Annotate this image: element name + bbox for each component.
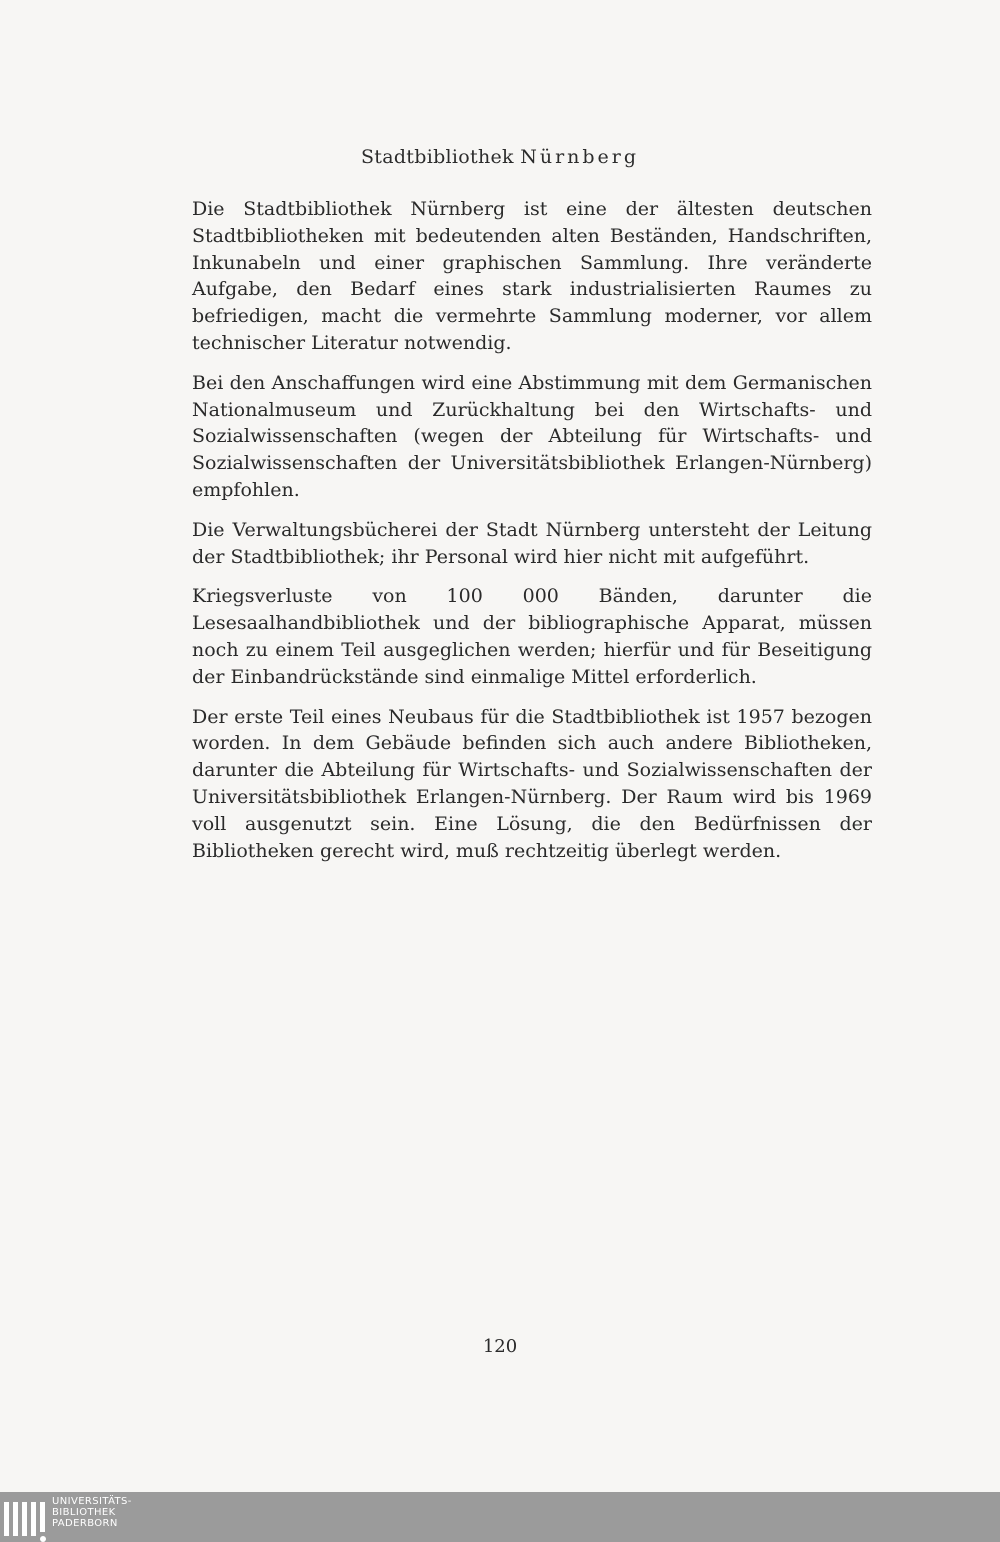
logo-bars-icon (2, 1494, 52, 1540)
paragraph: Kriegsverluste von 100 000 Bänden, darunter die Lesesaalhandbibliothek und der bibliographische Apparat, müssen noch zu einem Teil ausgeglichen werden; hierfür und für Beseitigung der Einbandrückstände sind einmalige Mittel erforderlich. (192, 585, 872, 688)
body-text (192, 196, 872, 877)
logo-line: BIBLIOTHEK (52, 1507, 116, 1518)
logo-line: PADERBORN (52, 1518, 118, 1529)
logo-line: UNIVERSITÄTS- (52, 1496, 132, 1507)
paragraph: Die Verwaltungsbücherei der Stadt Nürnberg untersteht der Leitung der Stadtbibliothek; ihr Personal wird hier nicht mit aufgeführt. (192, 518, 872, 568)
page-number: 120 (482, 1336, 518, 1357)
logo-text (52, 1496, 132, 1529)
paragraph: Der erste Teil eines Neubaus für die Stadtbibliothek ist 1957 bezogen worden. In dem Gebäude befinden sich auch andere Bibliotheken, darunter die Abteilung für Wirtschafts- und Sozialwissenschaften der Universitätsbibliothek Erlangen-Nürnberg. Der Raum wird bis 1969 voll ausgenutzt sein. Eine Lösung, die den Bedürfnissen der Bibliotheken gerecht wird, muß rechtzeitig überlegt werden. (192, 705, 872, 862)
footer-bar (0, 1492, 1000, 1542)
page-title (0, 146, 1000, 168)
paragraph: Die Stadtbibliothek Nürnberg ist eine der ältesten deutschen Stadtbibliotheken mit bedeutenden alten Beständen, Handschriften, Inkunabeln und einer graphischen Sammlung. Ihre veränderte Aufgabe, den Bedarf eines stark industrialisierten Raumes zu befriedigen, macht die vermehrte Sammlung moderner, vor allem technischer Literatur notwendig. (192, 198, 872, 354)
title-city: Nürnberg (520, 146, 640, 168)
library-logo (0, 1492, 132, 1542)
title-main: Stadtbibliothek (360, 146, 514, 168)
paragraph: Bei den Anschaffungen wird eine Abstimmung mit dem Germanischen Nationalmuseum und Zurückhaltung bei den Wirtschafts- und Sozialwissenschaften (wegen der Abteilung für Wirtschafts- und Sozialwissenschaften der Universitätsbibliothek Erlangen-Nürnberg) empfohlen. (192, 371, 872, 501)
